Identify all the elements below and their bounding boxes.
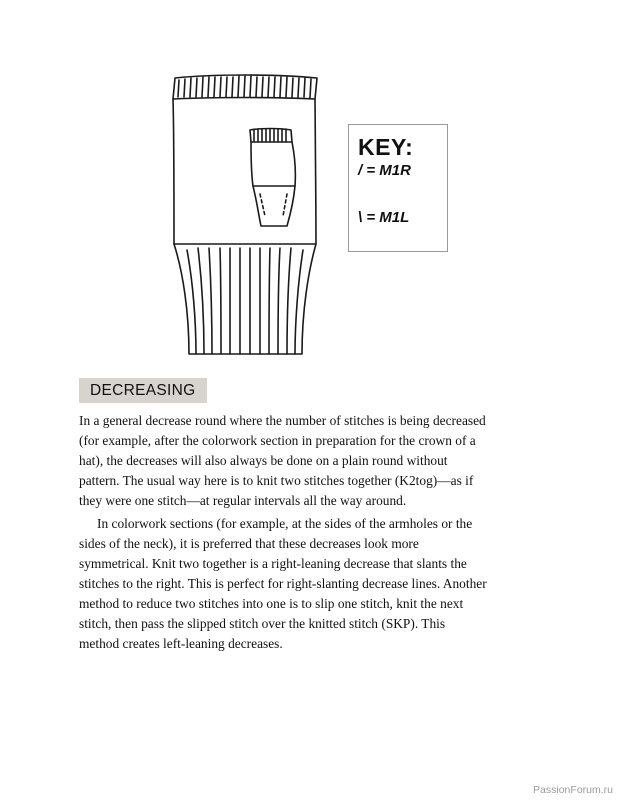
watermark: PassionForum.ru bbox=[533, 784, 613, 796]
section-heading-decreasing: DECREASING bbox=[79, 378, 207, 403]
paragraph-line: stitches to the right. This is perfect for right-slanting decrease lines. Another bbox=[79, 576, 487, 591]
mitten-diagram-illustration bbox=[165, 72, 325, 362]
paragraph-line: stitch, then pass the slipped stitch over the knitted stitch (SKP). This bbox=[79, 616, 446, 631]
key-item-m1r: / = M1R bbox=[358, 162, 411, 179]
paragraph-line: symmetrical. Knit two together is a right-leaning decrease that slants the bbox=[79, 556, 467, 571]
thumb-gusset bbox=[253, 186, 295, 226]
paragraph-line-text: In colorwork sections (for example, at the sides of the armholes or the bbox=[97, 516, 473, 531]
key-legend-box bbox=[348, 124, 448, 252]
paragraph-line: pattern. The usual way here is to knit two stitches together (K2tog)—as if bbox=[79, 473, 474, 488]
paragraph-line-indented bbox=[79, 514, 549, 534]
paragraph-line: sides of the neck), it is preferred that these decreases look more bbox=[79, 536, 419, 551]
key-title: KEY: bbox=[358, 134, 414, 160]
body-text bbox=[79, 411, 549, 654]
paragraph-line: method creates left-leaning decreases. bbox=[79, 636, 283, 651]
paragraph-line: (for example, after the colorwork section in preparation for the crown of a bbox=[79, 433, 476, 448]
paragraph-2 bbox=[79, 514, 549, 654]
paragraph-1 bbox=[79, 411, 549, 511]
paragraph-line: they were one stitch—at regular intervals all the way around. bbox=[79, 493, 407, 508]
paragraph-line: method to reduce two stitches into one is to slip one stitch, knit the next bbox=[79, 596, 464, 611]
thumb-outline bbox=[251, 142, 295, 186]
paragraph-line: hat), the decreases will also always be done on a plain round without bbox=[79, 453, 448, 468]
paragraph-line: In a general decrease round where the number of stitches is being decreased bbox=[79, 413, 486, 428]
key-item-m1l: \ = M1L bbox=[358, 209, 410, 226]
